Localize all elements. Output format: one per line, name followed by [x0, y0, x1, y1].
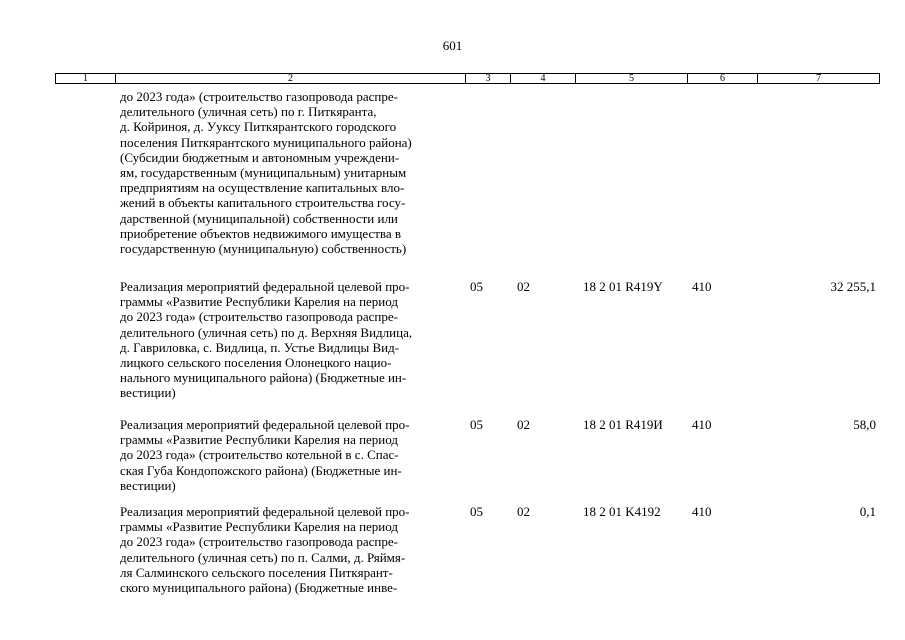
row-col-5: 18 2 01 K4192 [583, 504, 661, 519]
row-col-3: 05 [470, 504, 483, 519]
row-col-4: 02 [517, 279, 530, 294]
row-col-5: 18 2 01 R419Y [583, 279, 663, 294]
row-col-5: 18 2 01 R419И [583, 417, 663, 432]
row-col-6: 410 [692, 504, 712, 519]
row-col-3: 05 [470, 279, 483, 294]
row-col-4: 02 [517, 417, 530, 432]
row-col-6: 410 [692, 279, 712, 294]
row-col-7: 32 255,1 [830, 279, 876, 294]
row-description: до 2023 года» (строительство газопровода распре- делительного (уличная сеть) по г. Питкяранта, д. Койриноя, д. Ууксу Питкярантского городского поселения Питкярантского муниципального района) (Субсидии бюджетным и автономным учреждени- ям, государственным (муниципальным) унитарным предприятиям на осуществление капитальных вло- жений в объекты капитального строительства госу- дарственной (муниципальной) собственности или приобретение объектов недвижимого имущества в государственную (муниципальную) собственность) [120, 89, 412, 257]
header-col-2: 2 [116, 74, 466, 83]
row-col-7: 58,0 [853, 417, 876, 432]
row-col-4: 02 [517, 504, 530, 519]
page-number: 601 [442, 38, 463, 53]
header-col-1: 1 [56, 74, 116, 83]
header-col-4: 4 [511, 74, 576, 83]
header-col-3: 3 [466, 74, 511, 83]
table-header [55, 73, 880, 84]
row-description: Реализация мероприятий федеральной целевой про- граммы «Развитие Республики Карелия на период до 2023 года» (строительство котельной в с. Спас- ская Губа Кондопожского района) (Бюджетные ин- вестиции) [120, 417, 410, 493]
row-description: Реализация мероприятий федеральной целевой про- граммы «Развитие Республики Карелия на период до 2023 года» (строительство газопровода распре- делительного (уличная сеть) по п. Салми, д. Ряймя- ля Салминского сельского поселения Питкярант- ского муниципального района) (Бюджетные инве- [120, 504, 410, 596]
row-col-6: 410 [692, 417, 712, 432]
header-col-5: 5 [576, 74, 688, 83]
header-col-7: 7 [816, 73, 821, 84]
row-description: Реализация мероприятий федеральной целевой про- граммы «Развитие Республики Карелия на период до 2023 года» (строительство газопровода распре- делительного (уличная сеть) по д. Верхняя Видлица, д. Гавриловка, с. Видлица, п. Устье Видлицы Вид- лицкого сельского поселения Олонецкого нацио- нального муниципального района) (Бюджетные ин- вестиции) [120, 279, 413, 401]
header-col-6: 6 [688, 74, 758, 83]
row-col-3: 05 [470, 417, 483, 432]
row-col-7: 0,1 [859, 504, 876, 519]
